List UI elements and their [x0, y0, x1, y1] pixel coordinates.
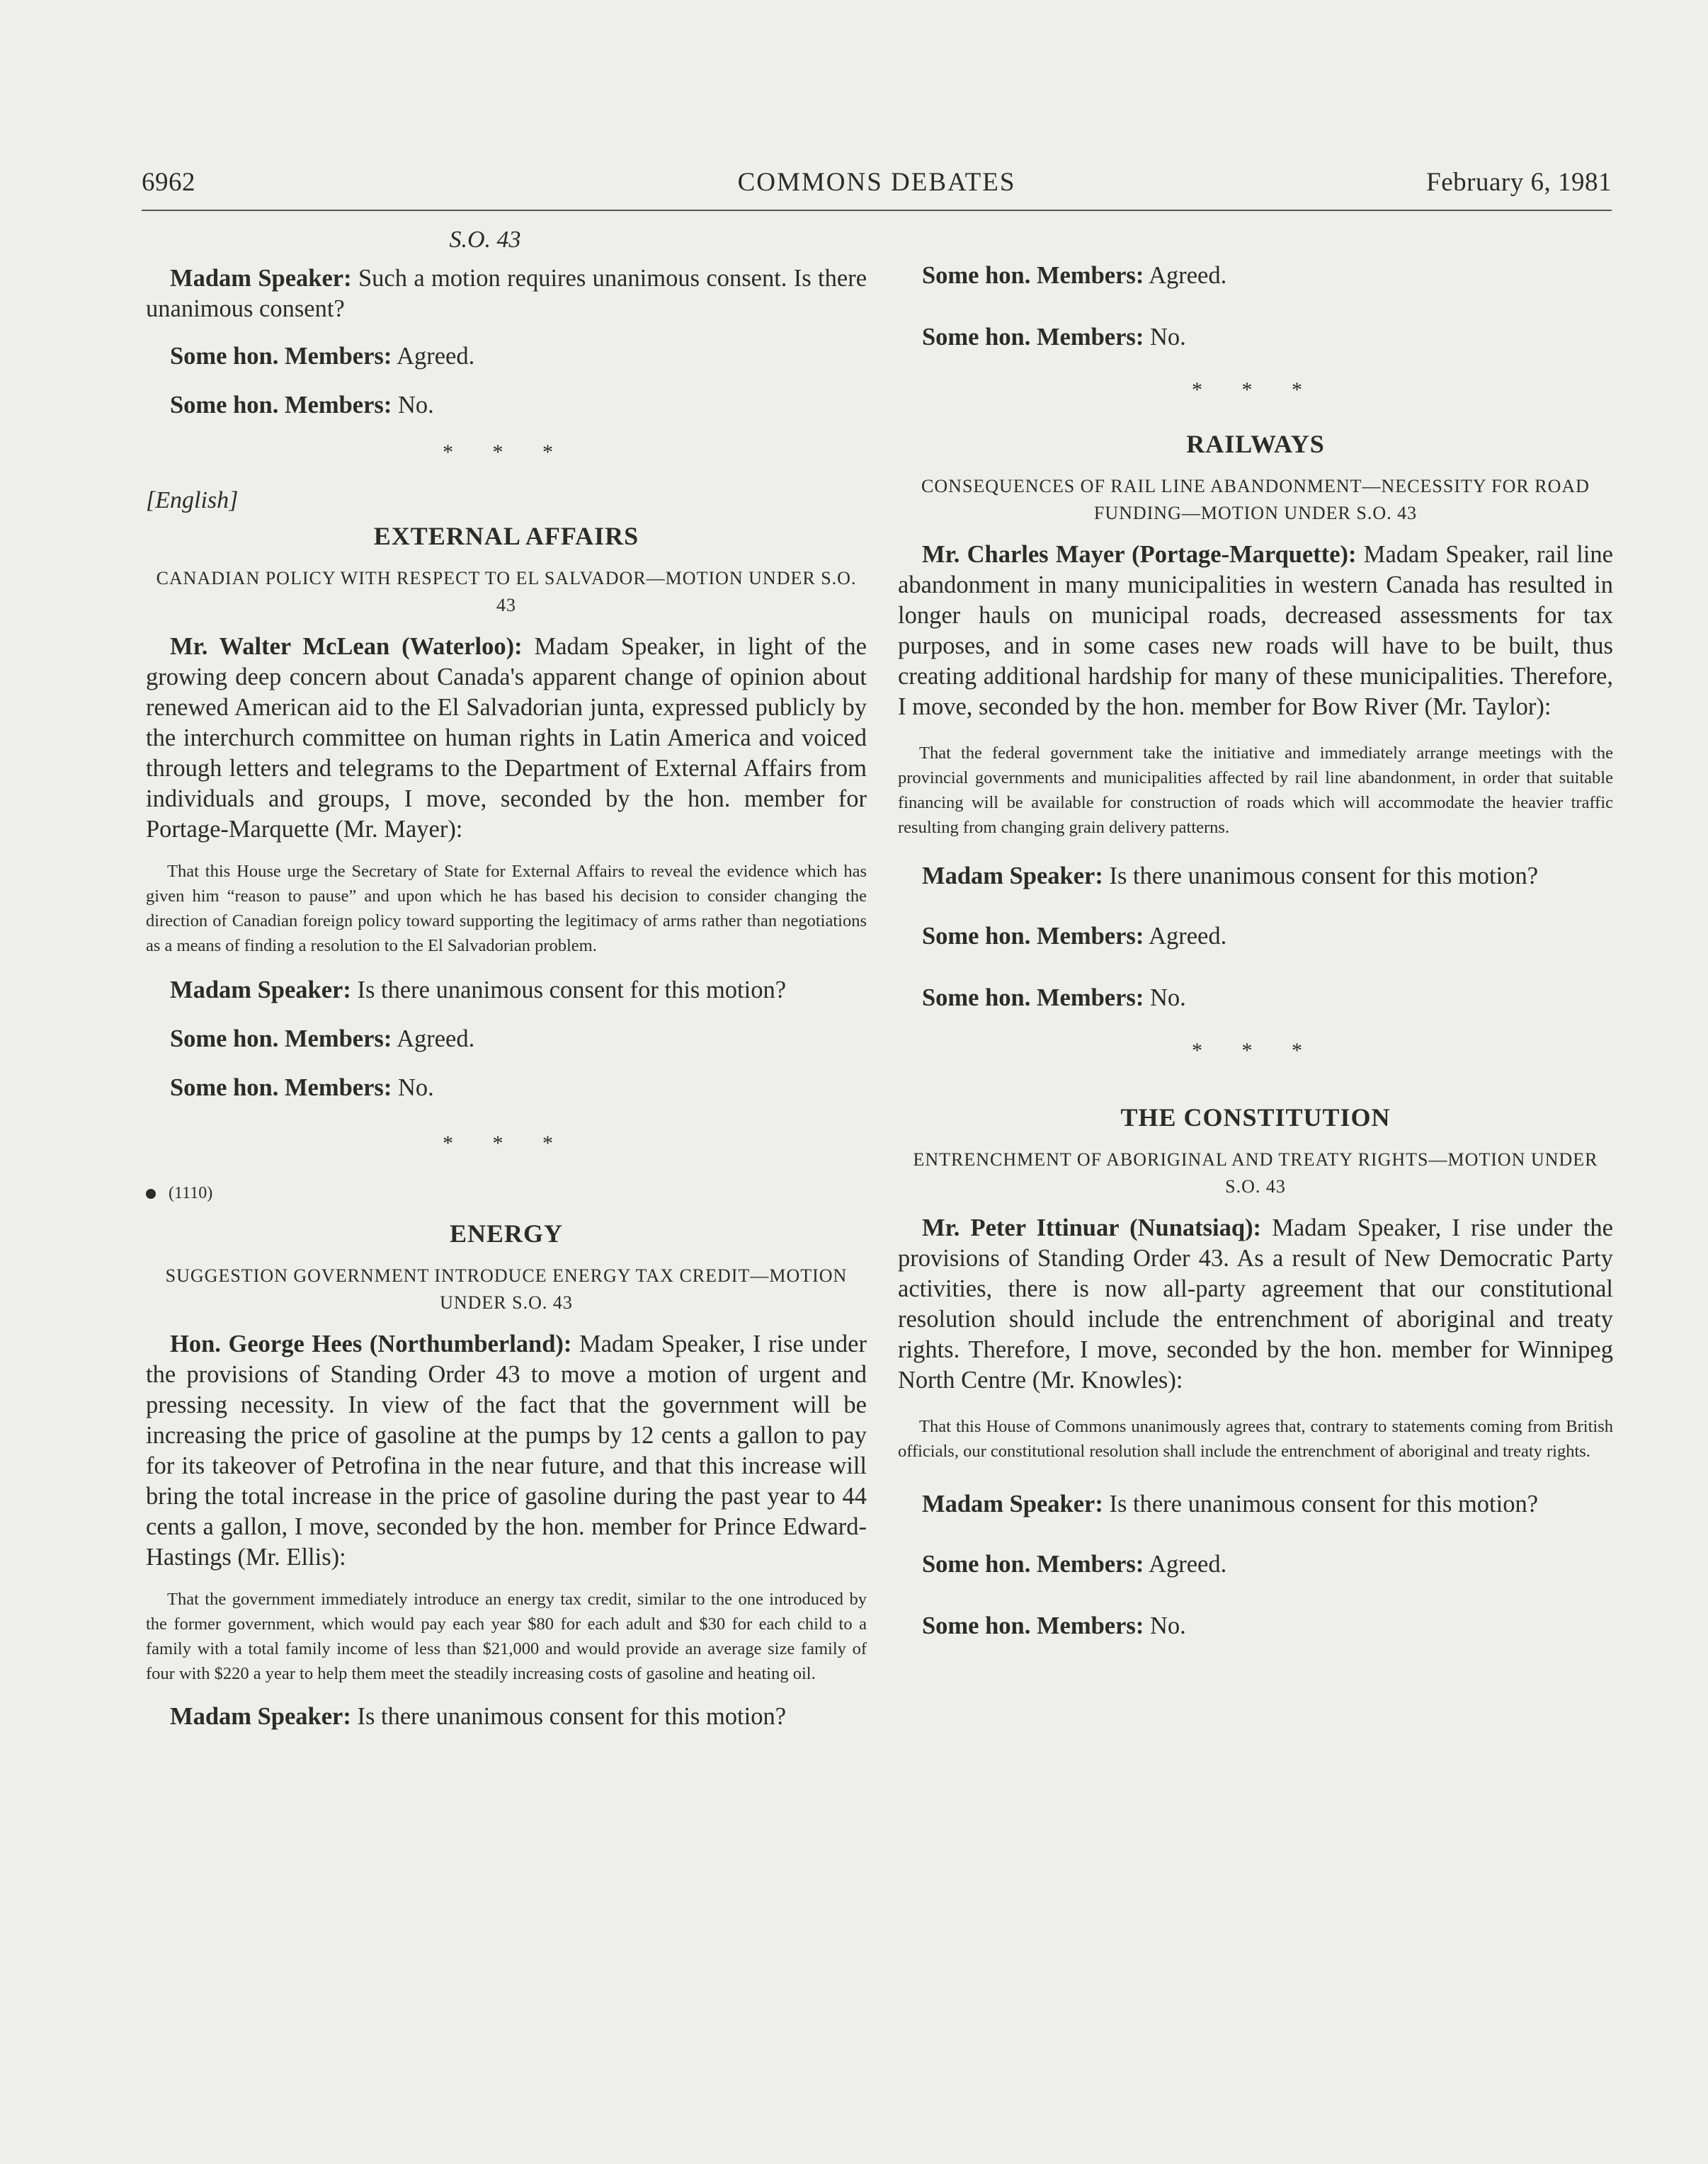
section-subtitle: CONSEQUENCES OF RAIL LINE ABANDONMENT—NECESSITY FOR ROAD FUNDING—MOTION UNDER S.O. 43 [921, 476, 1590, 523]
response-text: Agreed. [392, 1025, 475, 1052]
speaker-name: Some hon. Members: [922, 324, 1144, 351]
response-agreed [898, 921, 1613, 952]
speaker-name: Mr. Peter Ittinuar (Nunatsiaq): [922, 1214, 1262, 1241]
left-column [146, 227, 867, 1732]
speaker-name: Madam Speaker: [170, 976, 351, 1003]
response-agreed [146, 1024, 867, 1054]
speech-hees [146, 1329, 867, 1573]
speech-text: Madam Speaker, I rise under the provisions of Standing Order 43. As a result of New Democratic Party activities, there is now all-party agreement that our constitutional resolution should include the entrenchment of aboriginal and treaty rights. Therefore, I move, seconded by the hon. member for Winnipeg North Centre (Mr. Knowles): [898, 1214, 1613, 1394]
bullet-icon [146, 1189, 156, 1199]
speaker-name: Madam Speaker: [170, 265, 352, 292]
speaker-name: Madam Speaker: [922, 1491, 1103, 1517]
speaker-name: Some hon. Members: [922, 262, 1144, 289]
response-text: No. [392, 392, 434, 418]
speaker-name: Some hon. Members: [170, 343, 392, 370]
section-title-railways: RAILWAYS [1186, 430, 1325, 458]
response-text: Agreed. [1144, 1551, 1227, 1578]
section-divider: * * * [443, 1132, 570, 1155]
speaker-name: Some hon. Members: [922, 1612, 1144, 1639]
speech-madam-speaker [898, 1489, 1613, 1520]
section-divider: * * * [1192, 378, 1319, 402]
speech-text: Is there unanimous consent for this motion? [1103, 1491, 1539, 1517]
speech-madam-speaker [146, 975, 867, 1006]
response-text: No. [1144, 984, 1186, 1011]
section-subtitle: CANADIAN POLICY WITH RESPECT TO EL SALVADOR—MOTION UNDER S.O. 43 [156, 568, 857, 615]
speech-text: Madam Speaker, in light of the growing deep concern about Canada's apparent change of opinion about renewed American aid to the El Salvadorian junta, expressed publicly by the interchurch committee on human rights in Latin America and voiced through letters and telegrams to the Department of External Affairs from individuals and groups, I move, seconded by the hon. member for Portage-Marquette (Mr. Mayer): [146, 633, 867, 843]
language-marker: [English] [146, 487, 239, 513]
time-marker-text: (1110) [169, 1184, 213, 1202]
section-title-constitution: THE CONSTITUTION [1120, 1103, 1391, 1132]
speaker-name: Some hon. Members: [922, 923, 1144, 950]
right-column [898, 227, 1613, 1641]
speech-text: Is there unanimous consent for this motion? [351, 976, 787, 1003]
speaker-name: Some hon. Members: [922, 1551, 1144, 1578]
motion-text: That the federal government take the initiative and immediately arrange meetings with the provincial governments and municipalities affected by rail line abandonment, in order that suitable financing will be available for construction of roads which will accommodate the heavier traffic resulting from changing grain delivery patterns. [898, 744, 1613, 837]
speech-mclean [146, 632, 867, 845]
response-no [898, 1611, 1613, 1641]
section-title-external-affairs: EXTERNAL AFFAIRS [373, 522, 639, 550]
response-text: No. [1144, 1612, 1186, 1639]
response-text: Agreed. [392, 343, 475, 370]
section-title-energy: ENERGY [449, 1219, 564, 1248]
speech-ittinuar [898, 1213, 1613, 1396]
speaker-name: Madam Speaker: [170, 1703, 351, 1730]
speaker-name: Some hon. Members: [922, 984, 1144, 1011]
motion-text: That the government immediately introduce an energy tax credit, similar to the one introduced by the former government, which would pay each year $80 for each adult and $30 for each child to a family with a total family income of less than $21,000 and would provide an average size family of four with $220 a year to help them meet the steadily increasing costs of gasoline and heating oil. [146, 1590, 867, 1683]
response-text: No. [1144, 324, 1186, 351]
response-text: Agreed. [1144, 923, 1227, 950]
response-no [898, 983, 1613, 1013]
page-date: February 6, 1981 [1426, 168, 1612, 197]
page-header [142, 167, 1612, 211]
section-divider: * * * [443, 440, 570, 464]
speech-madam-speaker [146, 263, 867, 324]
response-text: Agreed. [1144, 262, 1227, 289]
response-no [898, 322, 1613, 353]
motion-text: That this House urge the Secretary of State for External Affairs to reveal the evidence which has given him “reason to pause” and upon which he has based his decision to consider changing the direction of Canadian foreign policy toward supporting the legitimacy of arms rather than negotiations as a means of finding a resolution to the El Salvadorian problem. [146, 862, 867, 955]
so43-label: S.O. 43 [449, 227, 521, 253]
time-marker [146, 1184, 867, 1203]
speaker-name: Mr. Walter McLean (Waterloo): [170, 633, 523, 660]
speech-text: Is there unanimous consent for this motion? [1103, 862, 1539, 889]
section-divider: * * * [1192, 1039, 1319, 1062]
response-agreed [898, 1549, 1613, 1580]
section-subtitle: SUGGESTION GOVERNMENT INTRODUCE ENERGY TAX CREDIT—MOTION UNDER S.O. 43 [165, 1265, 848, 1313]
response-no [146, 1073, 867, 1103]
response-no [146, 390, 867, 421]
motion-text: That this House of Commons unanimously agrees that, contrary to statements coming from British officials, our constitutional resolution shall include the entrenchment of aboriginal and treaty rights. [898, 1417, 1613, 1461]
speaker-name: Some hon. Members: [170, 1025, 392, 1052]
response-agreed [146, 341, 867, 372]
speaker-name: Madam Speaker: [922, 862, 1103, 889]
speaker-name: Some hon. Members: [170, 1074, 392, 1101]
section-subtitle: ENTRENCHMENT OF ABORIGINAL AND TREATY RIGHTS—MOTION UNDER S.O. 43 [913, 1149, 1598, 1197]
publication-title: COMMONS DEBATES [737, 168, 1016, 197]
page-number: 6962 [142, 168, 195, 197]
response-text: No. [392, 1074, 434, 1101]
response-agreed [898, 261, 1613, 291]
speaker-name: Mr. Charles Mayer (Portage-Marquette): [922, 541, 1357, 568]
speech-text: Madam Speaker, rail line abandonment in many municipalities in western Canada has resulted in longer hauls on municipal roads, decreased assessments for tax purposes, and in some cases new roads will have to be built, thus creating additional hardship for many of these municipalities. Therefore, I move, seconded by the hon. member for Bow River (Mr. Taylor): [898, 541, 1613, 720]
speech-text: Is there unanimous consent for this motion? [351, 1703, 787, 1730]
speaker-name: Hon. George Hees (Northumberland): [170, 1331, 572, 1357]
speaker-name: Some hon. Members: [170, 392, 392, 418]
speech-mayer [898, 540, 1613, 722]
speech-madam-speaker [898, 861, 1613, 892]
speech-text: Such a motion requires unanimous consent. Is there unanimous consent? [146, 265, 867, 322]
speech-text: Madam Speaker, I rise under the provisions of Standing Order 43 to move a motion of urgent and pressing necessity. In view of the fact that the government will be increasing the price of gasoline at the pumps by 12 cents a gallon to pay for its takeover of Petrofina in the near future, and that this increase will bring the total increase in the price of gasoline during the past year to 44 cents a gallon, I move, seconded by the hon. member for Prince Edward-Hastings (Mr. Ellis): [146, 1331, 867, 1571]
speech-madam-speaker [146, 1702, 867, 1732]
